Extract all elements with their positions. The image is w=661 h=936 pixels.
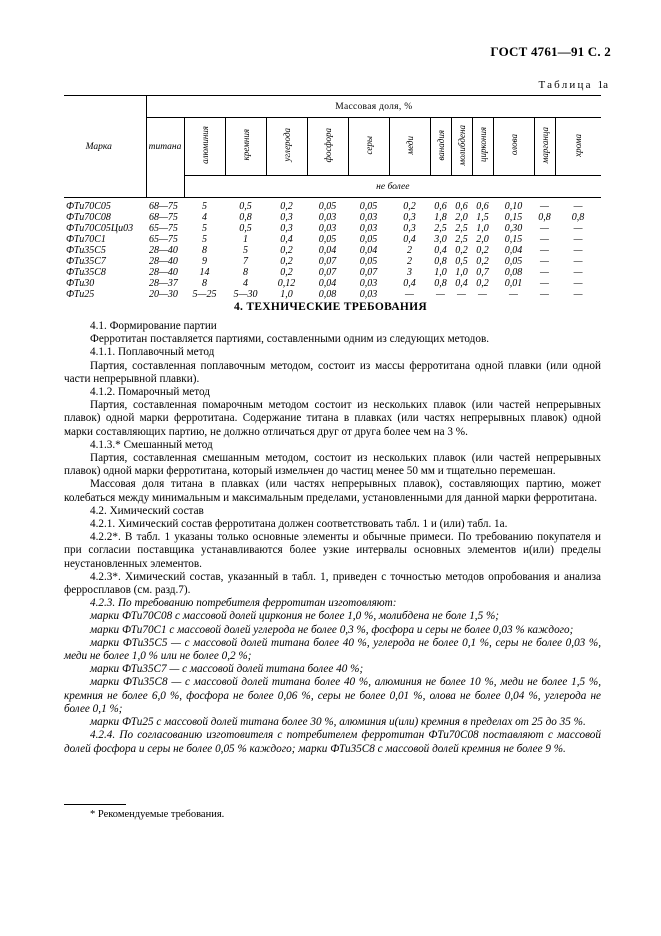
- value-cell: 0,8: [571, 212, 585, 223]
- value-cell: 8: [202, 278, 207, 289]
- element-header-label: кремния: [240, 129, 251, 161]
- marka-header: Марка: [64, 96, 146, 198]
- value-cell: 4: [243, 278, 248, 289]
- table-row: [64, 278, 601, 289]
- table-row: [64, 245, 601, 256]
- value-cell: 0,3: [280, 223, 293, 234]
- element-header-label: циркония: [477, 127, 488, 163]
- titan-cell: 28—40: [149, 256, 178, 267]
- value-cell: 0,3: [280, 212, 293, 223]
- value-cell: 5—30: [233, 289, 258, 300]
- paragraph: Массовая доля титана в плавках (или частях непрерывных плавок), составляющих партию, может колебаться между минимальным и максимальным пределами, установленными для данной марки ферротитана.: [64, 478, 601, 504]
- page-header: ГОСТ 4761—91 С. 2: [490, 44, 611, 59]
- section-body: [64, 320, 601, 756]
- value-cell: —: [540, 289, 549, 300]
- value-cell: —: [436, 289, 445, 300]
- value-cell: 1,0: [280, 289, 293, 300]
- value-cell: —: [573, 245, 583, 256]
- value-cell: 8: [202, 245, 207, 256]
- value-cell: 0,05: [318, 234, 337, 245]
- value-cell: —: [573, 256, 583, 267]
- value-cell: 0,3: [403, 212, 416, 223]
- value-cell: 0,2: [280, 245, 293, 256]
- value-cell: 2,5: [455, 234, 468, 245]
- value-cell: 0,05: [359, 234, 378, 245]
- element-header-label: углерода: [281, 128, 292, 162]
- table-label-text: Таблица: [538, 79, 593, 91]
- value-cell: —: [573, 201, 583, 212]
- value-cell: 0,03: [318, 223, 337, 234]
- titan-cell: 68—75: [149, 201, 178, 212]
- paragraph: 4.2.2*. В табл. 1 указаны только основные элементы и обычные примеси. По требованию покупателя и при согласии поставщика устанавливаются более узкие интервалы основных элементов и(или) пределы неустановленных элементов.: [64, 531, 601, 570]
- titan-cell: 28—37: [149, 278, 178, 289]
- value-cell: 0,6: [455, 201, 468, 212]
- value-cell: 0,5: [455, 256, 468, 267]
- value-cell: 0,5: [239, 223, 252, 234]
- titan-cell: 68—75: [149, 212, 178, 223]
- paragraph: Ферротитан поставляется партиями, составленными одним из следующих методов.: [90, 333, 490, 346]
- value-cell: 1,0: [455, 267, 468, 278]
- value-cell: —: [540, 245, 549, 256]
- value-cell: 4: [202, 212, 207, 223]
- table-row: [64, 289, 601, 300]
- grade-cell: ФТи35С8: [66, 267, 106, 278]
- paragraph: марки ФТи25 с массовой долей титана более 30 %, алюминия и(или) кремния в пределах от 25 до 35 %.: [90, 716, 586, 729]
- table-label: [538, 79, 608, 91]
- titan-cell: 28—40: [149, 245, 178, 256]
- paragraph: марки ФТи35С5 — с массовой долей титана более 40 %, углерода не более 0,1 %, серы не более 0,03 %, меди не более 1,0 % или не более 0,2 %;: [64, 636, 601, 663]
- value-cell: 0,07: [359, 267, 378, 278]
- table-row: [64, 198, 601, 213]
- value-cell: 0,2: [403, 201, 416, 212]
- paragraph: Партия, составленная поплавочным методом, состоит из массы ферротитана одной плавки (или одной части непрерывной плавки).: [64, 359, 601, 385]
- value-cell: —: [573, 223, 583, 234]
- element-header: [534, 118, 555, 176]
- value-cell: —: [573, 234, 583, 245]
- value-cell: 0,15: [504, 234, 523, 245]
- value-cell: —: [457, 289, 466, 300]
- grade-cell: ФТи70С1: [66, 234, 106, 245]
- table-row: [64, 256, 601, 267]
- value-cell: —: [540, 267, 549, 278]
- paragraph: марки ФТи70С08 с массовой долей циркония не более 1,0 %, молибдена не боле 1,5 %;: [90, 610, 500, 623]
- value-cell: 0,07: [318, 256, 337, 267]
- element-header-label: фосфора: [322, 127, 333, 163]
- grade-cell: ФТи70С05: [66, 201, 111, 212]
- element-header-label: марганца: [539, 126, 550, 164]
- value-cell: 5: [243, 245, 248, 256]
- value-cell: 0,6: [434, 201, 447, 212]
- value-cell: 2,5: [455, 223, 468, 234]
- value-cell: —: [509, 289, 518, 300]
- value-cell: 0,30: [504, 223, 523, 234]
- element-header-label: серы: [363, 135, 374, 155]
- table-row: [64, 223, 601, 234]
- grade-cell: ФТи70С05Ци03: [66, 223, 134, 234]
- value-cell: 0,8: [538, 212, 551, 223]
- paragraph: Партия, составленная смешанным методом, состоит из нескольких плавок (или частей непрерывных плавок) одной марки ферротитана, который измельчен до частиц менее 50 мм и тщательно перемешан.: [64, 452, 601, 478]
- value-cell: 0,04: [359, 245, 378, 256]
- value-cell: 5: [202, 201, 207, 212]
- grade-cell: ФТи30: [66, 278, 95, 289]
- value-cell: 0,05: [318, 201, 337, 212]
- value-cell: 0,2: [280, 267, 293, 278]
- paragraph: 4.2. Химический состав: [90, 504, 204, 517]
- value-cell: 5: [202, 234, 207, 245]
- value-cell: 0,4: [403, 234, 416, 245]
- paragraph: 4.1.3.* Смешанный метод: [90, 438, 213, 451]
- value-cell: 0,03: [359, 223, 378, 234]
- value-cell: 0,04: [318, 245, 337, 256]
- mass-fraction-header: Массовая доля, %: [146, 96, 601, 118]
- value-cell: 1,0: [434, 267, 447, 278]
- grade-cell: ФТи35С7: [66, 256, 106, 267]
- value-cell: —: [573, 289, 583, 300]
- paragraph: 4.2.1. Химический состав ферротитана должен соответствовать табл. 1 и (или) табл. 1а.: [90, 518, 508, 531]
- element-header-label: молибдена: [456, 124, 467, 166]
- value-cell: —: [540, 256, 549, 267]
- value-cell: 0,3: [403, 223, 416, 234]
- element-header: [493, 118, 534, 176]
- value-cell: 0,03: [318, 212, 337, 223]
- value-cell: 0,2: [280, 256, 293, 267]
- element-header-label: олова: [508, 134, 519, 156]
- value-cell: 0,2: [476, 245, 489, 256]
- value-cell: 1: [243, 234, 248, 245]
- value-cell: 2,0: [455, 212, 468, 223]
- paragraph: 4.2.3*. Химический состав, указанный в табл. 1, приведен с точностью методов опробования и анализа ферросплавов (см. разд.7).: [64, 570, 601, 597]
- element-header-label: алюминия: [199, 126, 210, 164]
- value-cell: 5: [202, 223, 207, 234]
- element-header: [184, 118, 225, 176]
- value-cell: 3,0: [434, 234, 447, 245]
- value-cell: 14: [199, 267, 210, 278]
- value-cell: 3: [407, 267, 412, 278]
- value-cell: 1,5: [476, 212, 489, 223]
- element-header: [266, 118, 307, 176]
- grade-cell: ФТи70С08: [66, 212, 111, 223]
- value-cell: 0,2: [455, 245, 468, 256]
- value-cell: 0,03: [359, 212, 378, 223]
- value-cell: 9: [202, 256, 207, 267]
- footnote-divider: [64, 804, 126, 805]
- element-header: [451, 118, 472, 176]
- value-cell: —: [405, 289, 414, 300]
- value-cell: 2: [407, 256, 412, 267]
- value-cell: —: [540, 223, 549, 234]
- value-cell: 0,08: [504, 267, 523, 278]
- table-row: [64, 234, 601, 245]
- paragraph: Партия, составленная помарочным методом состоит из нескольких плавок (или частей непрерывных плавок) одной марки ферротитана. Содержание титана в плавках (или частях непрерывных плавок) одной марки составляющих партию, не должно отличаться друг от друга более чем на 3 %.: [64, 399, 601, 438]
- element-header: [555, 118, 601, 176]
- paragraph: 4.1.2. Помарочный метод: [90, 386, 210, 399]
- value-cell: —: [478, 289, 487, 300]
- value-cell: 0,07: [318, 267, 337, 278]
- value-cell: —: [540, 234, 549, 245]
- paragraph: 4.2.3. По требованию потребителя ферротитан изготовляют:: [90, 597, 397, 610]
- value-cell: 2,5: [434, 223, 447, 234]
- value-cell: 1,8: [434, 212, 447, 223]
- ne-bolee-header: не более: [184, 176, 601, 198]
- value-cell: 2,0: [476, 234, 489, 245]
- paragraph: 4.2.4. По согласованию изготовителя с потребителем ферротитан ФТи70С08 поставляют с массовой долей фосфора и серы не более 0,05 % каждого; марки ФТи35С8 с массовой долей кремния не более 9 %.: [64, 729, 601, 755]
- paragraph: 4.1. Формирование партии: [90, 320, 217, 332]
- value-cell: 0,01: [504, 278, 523, 289]
- paragraph: 4.1.1. Поплавочный метод: [90, 346, 215, 359]
- value-cell: 0,5: [239, 201, 252, 212]
- element-header: [472, 118, 493, 176]
- value-cell: 0,7: [476, 267, 489, 278]
- value-cell: 0,08: [318, 289, 337, 300]
- section-title: 4. ТЕХНИЧЕСКИЕ ТРЕБОВАНИЯ: [233, 301, 428, 313]
- titan-cell: 20—30: [149, 289, 178, 300]
- value-cell: 0,4: [403, 278, 416, 289]
- element-header: [430, 118, 451, 176]
- paragraph: марки ФТи35С7 — с массовой долей титана более 40 %;: [90, 663, 364, 676]
- element-header: [225, 118, 266, 176]
- value-cell: 0,10: [504, 201, 523, 212]
- grade-cell: ФТи25: [66, 289, 95, 300]
- value-cell: 1,0: [476, 223, 489, 234]
- element-header-label: хрома: [573, 133, 584, 157]
- value-cell: 8: [243, 267, 248, 278]
- titan-cell: 28—40: [149, 267, 178, 278]
- table-label-number: 1а: [597, 79, 608, 91]
- value-cell: 0,04: [318, 278, 337, 289]
- element-header-label: меди: [404, 135, 415, 155]
- value-cell: —: [573, 267, 583, 278]
- value-cell: 0,05: [504, 256, 523, 267]
- titan-header: титана: [146, 118, 184, 176]
- footnote: * Рекомендуемые требования.: [90, 809, 225, 820]
- titan-cell: 65—75: [149, 223, 178, 234]
- element-header: [348, 118, 389, 176]
- composition-table: [64, 95, 601, 300]
- value-cell: 0,2: [476, 256, 489, 267]
- value-cell: 0,8: [434, 256, 447, 267]
- value-cell: 0,15: [504, 212, 523, 223]
- value-cell: 0,04: [504, 245, 523, 256]
- paragraph: марки ФТи35С8 — с массовой долей титана более 40 %, алюминия не более 10 %, меди не более 1,5 %, кремния не более 6,0 %, фосфора не более 0,06 %, серы не более 0,01 %, олова не более 0,04 %, углерода не более 0,1 %;: [64, 676, 601, 715]
- value-cell: 0,2: [476, 278, 489, 289]
- value-cell: 0,12: [277, 278, 296, 289]
- table-row: [64, 212, 601, 223]
- value-cell: 0,05: [359, 201, 378, 212]
- titan-cell: 65—75: [149, 234, 178, 245]
- value-cell: 0,4: [455, 278, 468, 289]
- value-cell: 0,8: [434, 278, 447, 289]
- value-cell: 7: [243, 256, 248, 267]
- value-cell: 0,8: [239, 212, 252, 223]
- value-cell: 0,03: [359, 289, 378, 300]
- value-cell: —: [540, 201, 549, 212]
- paragraph: марки ФТи70С1 с массовой долей углерода не более 0,3 %, фосфора и серы не более 0,03 % каждого;: [90, 623, 574, 636]
- value-cell: 0,05: [359, 256, 378, 267]
- value-cell: 0,4: [434, 245, 447, 256]
- element-header: [307, 118, 348, 176]
- table-row: [64, 267, 601, 278]
- element-header: [389, 118, 430, 176]
- value-cell: —: [540, 278, 549, 289]
- value-cell: 5—25: [192, 289, 217, 300]
- value-cell: 0,2: [280, 201, 293, 212]
- value-cell: 0,4: [280, 234, 293, 245]
- value-cell: —: [573, 278, 583, 289]
- value-cell: 0,03: [359, 278, 378, 289]
- value-cell: 0,6: [476, 201, 489, 212]
- element-header-label: ванадия: [435, 129, 446, 161]
- value-cell: 2: [407, 245, 412, 256]
- grade-cell: ФТи35С5: [66, 245, 106, 256]
